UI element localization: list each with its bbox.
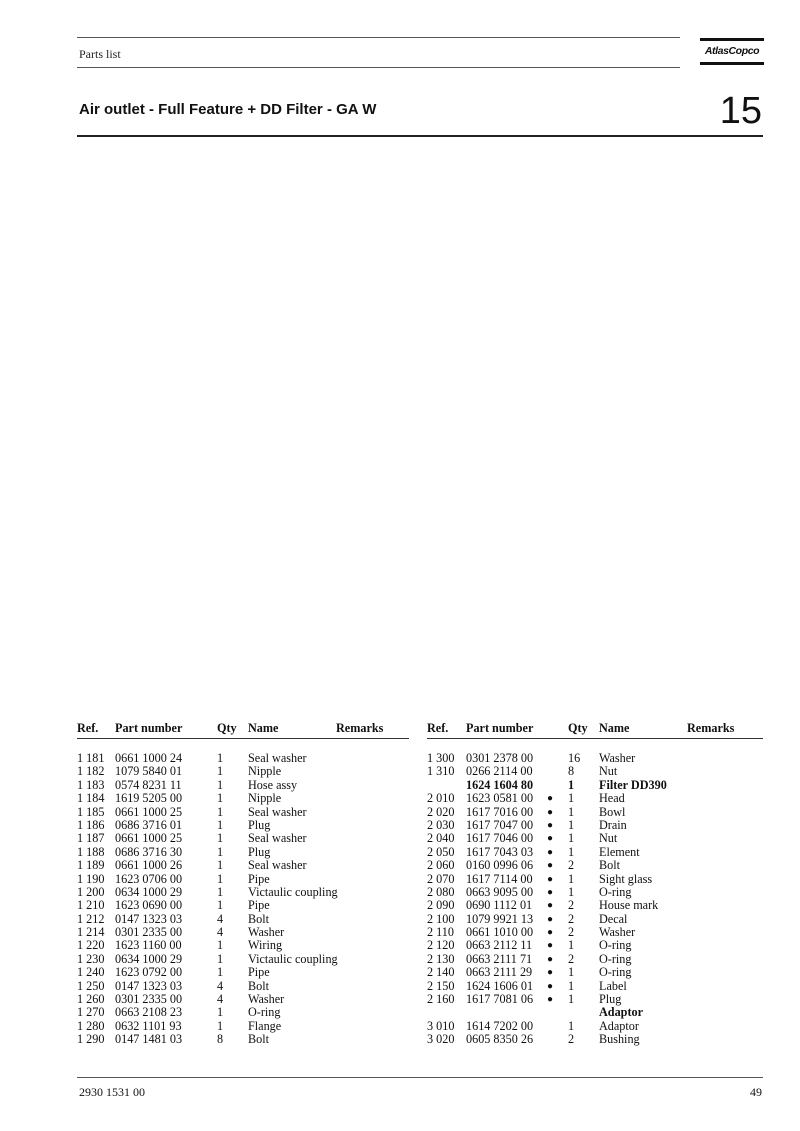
bullet-icon: ● — [547, 793, 554, 805]
bullet-icon: ● — [547, 967, 554, 979]
cell-ref: 1 240 — [77, 965, 105, 980]
cell-name: Nut — [599, 764, 618, 779]
cell-part-number: 1623 0792 00 — [115, 965, 183, 980]
cell-name: Pipe — [248, 965, 270, 980]
cell-qty: 4 — [217, 911, 224, 926]
cell-part-number: 0663 2112 11 — [466, 938, 533, 953]
cell-name: Pipe — [248, 898, 270, 913]
cell-name: Bolt — [248, 978, 269, 993]
cell-ref: 1 250 — [77, 978, 105, 993]
cell-qty: 1 — [568, 938, 575, 953]
cell-name: Adaptor — [599, 1005, 644, 1020]
cell-qty: 1 — [217, 751, 224, 765]
cell-part-number: 1619 5205 00 — [115, 791, 183, 806]
cell-part-number: 0686 3716 30 — [115, 844, 183, 859]
cell-part-number: 0147 1323 03 — [115, 978, 183, 993]
cell-qty: 1 — [217, 777, 224, 792]
cell-ref: 2 090 — [427, 898, 455, 913]
cell-name: Washer — [599, 751, 636, 765]
cell-qty: 1 — [217, 791, 224, 806]
cell-name: Washer — [248, 992, 285, 1007]
cell-part-number: 0661 1010 00 — [466, 925, 534, 940]
cell-name: Label — [599, 978, 627, 993]
cell-qty: 1 — [568, 791, 575, 806]
cell-ref: 2 130 — [427, 951, 455, 966]
cell-qty: 1 — [568, 978, 575, 993]
cell-ref: 1 290 — [77, 1032, 105, 1047]
cell-part-number: 1617 7046 00 — [466, 831, 534, 846]
cell-name: Nipple — [248, 791, 282, 806]
document-number: 2930 1531 00 — [79, 1085, 145, 1099]
cell-name: Head — [599, 791, 625, 806]
cell-qty: 4 — [217, 925, 224, 940]
cell-name: Nut — [599, 831, 618, 846]
cell-qty: 1 — [217, 804, 224, 819]
table-header-rule — [77, 738, 409, 739]
cell-qty: 1 — [568, 817, 575, 832]
cell-qty: 1 — [568, 831, 575, 846]
cell-qty: 1 — [217, 898, 224, 913]
cell-ref: 1 181 — [77, 751, 105, 765]
cell-qty: 16 — [568, 751, 581, 765]
cell-qty: 1 — [217, 1005, 224, 1020]
cell-name: O-ring — [599, 965, 632, 980]
cell-ref: 1 182 — [77, 764, 105, 779]
header-bottom-rule — [77, 67, 680, 68]
cell-qty: 1 — [217, 844, 224, 859]
cell-ref: 2 050 — [427, 844, 455, 859]
cell-qty: 1 — [217, 884, 224, 899]
bullet-icon: ● — [547, 873, 554, 885]
cell-ref: 2 080 — [427, 884, 455, 899]
cell-ref: 1 183 — [77, 777, 105, 792]
cell-ref: 2 020 — [427, 804, 455, 819]
bullet-icon: ● — [547, 980, 554, 992]
cell-name: Hose assy — [248, 777, 298, 792]
cell-qty: 1 — [217, 951, 224, 966]
cell-name: Bolt — [248, 911, 269, 926]
cell-part-number: 1617 7043 03 — [466, 844, 534, 859]
bullet-icon: ● — [547, 913, 554, 925]
cell-name: Sight glass — [599, 871, 653, 886]
cell-name: House mark — [599, 898, 659, 913]
cell-part-number: 0632 1101 93 — [115, 1018, 182, 1033]
cell-part-number: 0661 1000 26 — [115, 858, 183, 873]
cell-part-number: 0147 1323 03 — [115, 911, 183, 926]
cell-part-number: 1624 1606 01 — [466, 978, 534, 993]
cell-part-number: 0661 1000 25 — [115, 831, 183, 846]
cell-name: Victaulic coupling — [248, 884, 338, 899]
cell-qty: 2 — [568, 1032, 575, 1047]
cell-name: O-ring — [599, 951, 632, 966]
cell-part-number: 0301 2335 00 — [115, 992, 183, 1007]
cell-name: O-ring — [599, 884, 632, 899]
cell-ref: 1 210 — [77, 898, 105, 913]
bullet-icon: ● — [547, 994, 554, 1006]
cell-name: Seal washer — [248, 804, 307, 819]
cell-qty: 2 — [568, 925, 575, 940]
cell-ref: 1 220 — [77, 938, 105, 953]
cell-part-number: 0160 0996 06 — [466, 858, 534, 873]
cell-ref: 1 187 — [77, 831, 105, 846]
cell-ref: 2 120 — [427, 938, 455, 953]
cell-qty: 1 — [217, 965, 224, 980]
cell-part-number: 0301 2378 00 — [466, 751, 534, 765]
cell-ref: 1 310 — [427, 764, 455, 779]
cell-part-number: 0690 1112 01 — [466, 898, 533, 913]
bullet-icon: ● — [547, 900, 554, 912]
cell-part-number: 1624 1604 80 — [466, 777, 534, 792]
section-number: 15 — [719, 90, 762, 132]
cell-qty: 4 — [217, 992, 224, 1007]
cell-qty: 2 — [568, 858, 575, 873]
cell-qty: 1 — [217, 858, 224, 873]
cell-qty: 1 — [217, 938, 224, 953]
cell-ref: 1 184 — [77, 791, 105, 806]
cell-name: Seal washer — [248, 858, 307, 873]
col-header-qty: Qty — [568, 721, 588, 735]
bullet-icon: ● — [547, 833, 554, 845]
cell-ref: 2 150 — [427, 978, 455, 993]
cell-name: Adaptor — [599, 1018, 639, 1033]
atlas-copco-logo — [700, 38, 764, 68]
cell-ref: 1 212 — [77, 911, 105, 926]
cell-qty: 2 — [568, 898, 575, 913]
cell-name: Victaulic coupling — [248, 951, 338, 966]
cell-name: Washer — [248, 925, 285, 940]
cell-part-number: 1617 7114 00 — [466, 871, 533, 886]
col-header-ref: Ref. — [427, 721, 449, 735]
bullet-icon: ● — [547, 846, 554, 858]
cell-ref: 2 070 — [427, 871, 455, 886]
cell-ref: 1 190 — [77, 871, 105, 886]
cell-name: Plug — [599, 992, 622, 1007]
cell-name: Bushing — [599, 1032, 640, 1047]
col-header-remarks: Remarks — [687, 721, 735, 735]
page-title: Air outlet - Full Feature + DD Filter - GA W — [79, 101, 377, 118]
logo-bottom-bar — [700, 62, 764, 65]
cell-qty: 1 — [568, 1018, 575, 1033]
cell-name: Decal — [599, 911, 628, 926]
col-header-name: Name — [599, 721, 630, 735]
cell-qty: 2 — [568, 911, 575, 926]
cell-part-number: 1617 7047 00 — [466, 817, 534, 832]
cell-qty: 1 — [217, 831, 224, 846]
cell-part-number: 0663 2111 71 — [466, 951, 533, 966]
cell-name: Pipe — [248, 871, 270, 886]
cell-part-number: 1623 0706 00 — [115, 871, 183, 886]
cell-name: Seal washer — [248, 831, 307, 846]
cell-ref: 2 040 — [427, 831, 455, 846]
cell-part-number: 0661 1000 24 — [115, 751, 183, 765]
cell-part-number: 0605 8350 26 — [466, 1032, 534, 1047]
cell-ref: 2 160 — [427, 992, 455, 1007]
cell-qty: 8 — [217, 1032, 224, 1047]
cell-part-number: 1617 7081 06 — [466, 992, 534, 1007]
col-header-remarks: Remarks — [336, 721, 384, 735]
cell-ref: 1 260 — [77, 992, 105, 1007]
cell-qty: 1 — [568, 804, 575, 819]
cell-qty: 1 — [217, 764, 224, 779]
col-header-name: Name — [248, 721, 279, 735]
cell-ref: 1 200 — [77, 884, 105, 899]
cell-ref: 1 230 — [77, 951, 105, 966]
cell-ref: 1 185 — [77, 804, 105, 819]
cell-ref: 1 300 — [427, 751, 455, 765]
bullet-icon: ● — [547, 940, 554, 952]
cell-part-number: 1614 7202 00 — [466, 1018, 534, 1033]
cell-qty: 8 — [568, 764, 575, 779]
cell-ref: 2 010 — [427, 791, 455, 806]
cell-ref: 1 189 — [77, 858, 105, 873]
cell-part-number: 1623 0690 00 — [115, 898, 183, 913]
bullet-icon: ● — [547, 860, 554, 872]
page-number: 49 — [750, 1085, 762, 1099]
cell-ref: 2 100 — [427, 911, 455, 926]
cell-name: Plug — [248, 844, 271, 859]
bullet-icon: ● — [547, 927, 554, 939]
cell-part-number: 0266 2114 00 — [466, 764, 533, 779]
cell-part-number: 0301 2335 00 — [115, 925, 183, 940]
cell-part-number: 0574 8231 11 — [115, 777, 182, 792]
cell-part-number: 0663 9095 00 — [466, 884, 534, 899]
cell-qty: 1 — [568, 844, 575, 859]
cell-qty: 4 — [217, 978, 224, 993]
cell-name: Nipple — [248, 764, 282, 779]
cell-ref: 2 110 — [427, 925, 454, 940]
cell-name: Flange — [248, 1018, 282, 1033]
logo-top-bar — [700, 38, 764, 41]
cell-part-number: 1079 9921 13 — [466, 911, 534, 926]
cell-qty: 1 — [568, 884, 575, 899]
cell-qty: 1 — [217, 817, 224, 832]
cell-part-number: 1623 0581 00 — [466, 791, 534, 806]
logo-text: AtlasCopco — [704, 45, 760, 57]
col-header-part-number: Part number — [466, 721, 534, 735]
cell-ref: 1 280 — [77, 1018, 105, 1033]
cell-ref: 2 030 — [427, 817, 455, 832]
cell-name: Bowl — [599, 804, 626, 819]
cell-name: Element — [599, 844, 640, 859]
cell-qty: 2 — [568, 951, 575, 966]
footer-rule — [77, 1077, 763, 1078]
cell-ref: 1 186 — [77, 817, 105, 832]
bullet-icon: ● — [547, 806, 554, 818]
cell-part-number: 0686 3716 01 — [115, 817, 183, 832]
table-header-rule — [427, 738, 763, 739]
cell-part-number: 1623 1160 00 — [115, 938, 182, 953]
cell-qty: 1 — [217, 871, 224, 886]
cell-ref: 3 020 — [427, 1032, 455, 1047]
cell-name: Seal washer — [248, 751, 307, 765]
cell-name: Wiring — [248, 938, 283, 953]
cell-ref: 3 010 — [427, 1018, 455, 1033]
header-top-rule — [77, 37, 680, 38]
cell-part-number: 1079 5840 01 — [115, 764, 183, 779]
header-label: Parts list — [79, 47, 121, 61]
cell-part-number: 1617 7016 00 — [466, 804, 534, 819]
cell-name: Plug — [248, 817, 271, 832]
cell-qty: 1 — [568, 871, 575, 886]
cell-ref: 2 140 — [427, 965, 455, 980]
cell-part-number: 0663 2111 29 — [466, 965, 533, 980]
cell-part-number: 0147 1481 03 — [115, 1032, 183, 1047]
cell-name: O-ring — [248, 1005, 281, 1020]
cell-part-number: 0661 1000 25 — [115, 804, 183, 819]
bullet-icon: ● — [547, 819, 554, 831]
cell-qty: 1 — [568, 965, 575, 980]
cell-name: Washer — [599, 925, 636, 940]
cell-name: Bolt — [599, 858, 620, 873]
cell-name: Bolt — [248, 1032, 269, 1047]
bullet-icon: ● — [547, 886, 554, 898]
cell-ref: 2 060 — [427, 858, 455, 873]
cell-ref: 1 188 — [77, 844, 105, 859]
cell-qty: 1 — [568, 992, 575, 1007]
bullet-icon: ● — [547, 953, 554, 965]
cell-part-number: 0634 1000 29 — [115, 951, 183, 966]
col-header-qty: Qty — [217, 721, 237, 735]
col-header-ref: Ref. — [77, 721, 99, 735]
cell-part-number: 0634 1000 29 — [115, 884, 183, 899]
cell-ref: 1 270 — [77, 1005, 105, 1020]
title-rule — [77, 135, 763, 137]
col-header-part-number: Part number — [115, 721, 183, 735]
cell-name: O-ring — [599, 938, 632, 953]
cell-qty: 1 — [217, 1018, 224, 1033]
cell-name: Filter DD390 — [599, 777, 667, 792]
cell-part-number: 0663 2108 23 — [115, 1005, 183, 1020]
cell-name: Drain — [599, 817, 627, 832]
cell-qty: 1 — [568, 777, 575, 792]
cell-ref: 1 214 — [77, 925, 105, 940]
